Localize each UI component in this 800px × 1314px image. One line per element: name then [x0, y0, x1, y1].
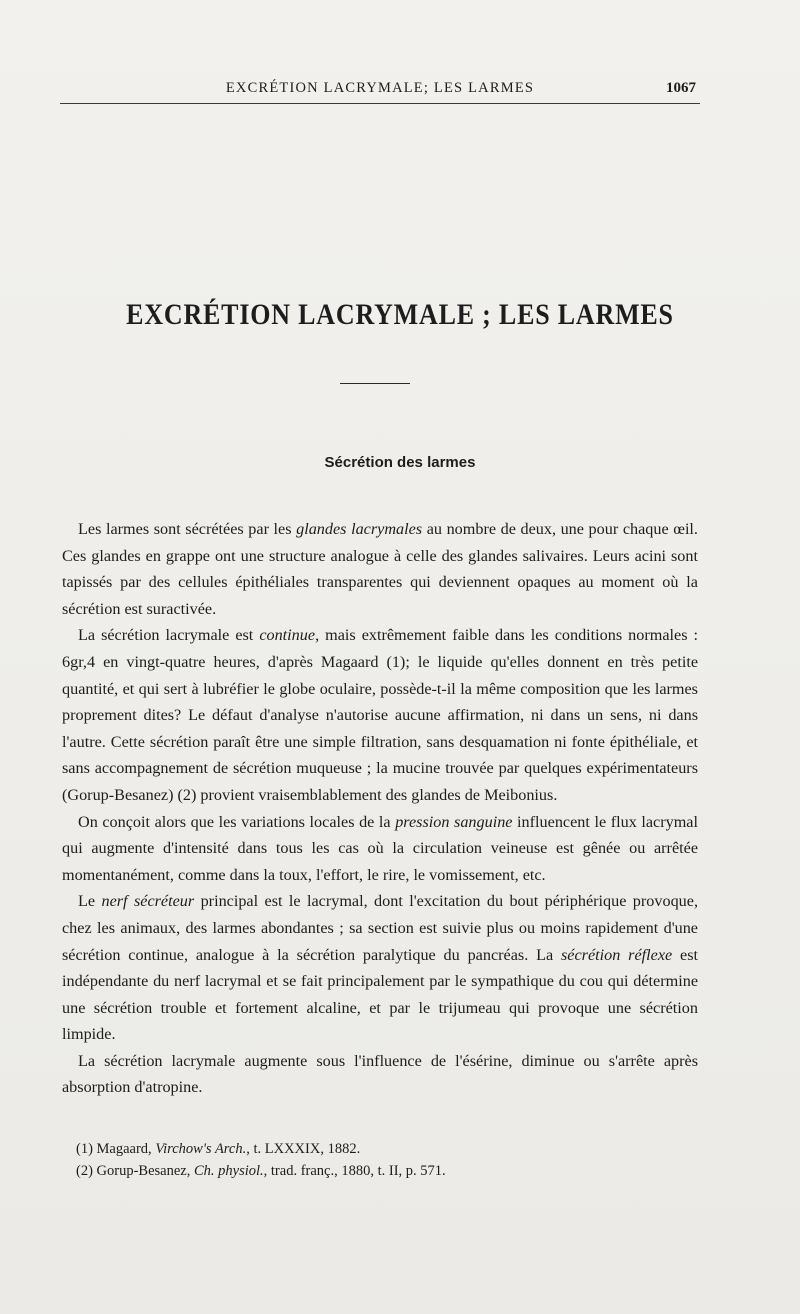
page-number: 1067: [666, 80, 696, 96]
running-head: [60, 78, 700, 102]
paragraph: La sécrétion lacrymale augmente sous l'influence de l'ésérine, diminue ou s'arrête après absorption d'atropine.: [62, 1051, 698, 1097]
italic-term: Virchow's Arch.: [155, 1141, 247, 1157]
italic-term: pression sanguine: [395, 812, 513, 831]
paragraph: Le nerf sécréteur principal est le lacrymal, dont l'excitation du bout périphérique provoque, chez les animaux, des larmes abondantes ; sa section est suivie plus ou moins rapidement d'une sécrétion continue, analogue à la sécrétion paralytique du pancréas. La sécrétion réflexe est indépendante du nerf lacrymal et se fait principalement par le sympathique du cou qui détermine une sécrétion trouble et fortement alcaline, et par le trijumeau qui provoque une sécrétion limpide.: [62, 892, 699, 1044]
header-rule: [60, 103, 700, 104]
body-text: [62, 516, 698, 1101]
section-title: Sécrétion des larmes: [324, 454, 476, 471]
chapter-title: EXCRÉTION LACRYMALE ; LES LARMES: [126, 297, 674, 332]
footnotes: [76, 1138, 696, 1182]
running-title: EXCRÉTION LACRYMALE; LES LARMES: [225, 80, 535, 96]
italic-term: nerf sécréteur: [101, 892, 195, 911]
title-divider: [340, 383, 410, 384]
italic-term: glandes lacrymales: [296, 520, 423, 538]
italic-term: sécrétion réflexe: [560, 945, 673, 964]
italic-term: continue: [259, 626, 316, 645]
paragraph: On conçoit alors que les variations locales de la pression sanguine influencent le flux lacrymal qui augmente d'intensité dans tous les cas où la circulation veineuse est gênée ou arrêtée momentanément, comme dans la toux, l'effort, le rire, le vomissement, etc.: [62, 812, 698, 884]
paragraph: Les larmes sont sécrétées par les glandes lacrymales au nombre de deux, une pour chaque œil. Ces glandes en grappe ont une structure analogue à celle des glandes salivaires. Leurs acini sont tapissés par des cellules épithéliales transparentes qui deviennent opaques au moment où la sécrétion est suractivée.: [62, 520, 698, 618]
italic-term: Ch. physiol.: [193, 1163, 264, 1179]
footnote: (1) Magaard, Virchow's Arch., t. LXXXIX, 1882.: [76, 1141, 361, 1157]
paragraph: La sécrétion lacrymale est continue, mais extrêmement faible dans les conditions normales : 6gr,4 en vingt-quatre heures, d'après Magaard (1); le liquide qu'elles donnent en très petite quantité, et qui sert à lubréfier le globe oculaire, possède-t-il la même composition que les larmes proprement dites? Le défaut d'analyse n'autorise aucune affirmation, ni dans un sens, ni dans l'autre. Cette sécrétion paraît être une simple filtration, sans desquamation ni fonte épithéliale, et sans accompagnement de sécrétion muqueuse ; la mucine trouvée par quelques expérimentateurs (Gorup-Besanez) (2) provient vraisemblablement des glandes de Meibonius.: [62, 626, 698, 804]
footnote: (2) Gorup-Besanez, Ch. physiol., trad. franç., 1880, t. II, p. 571.: [76, 1163, 446, 1179]
